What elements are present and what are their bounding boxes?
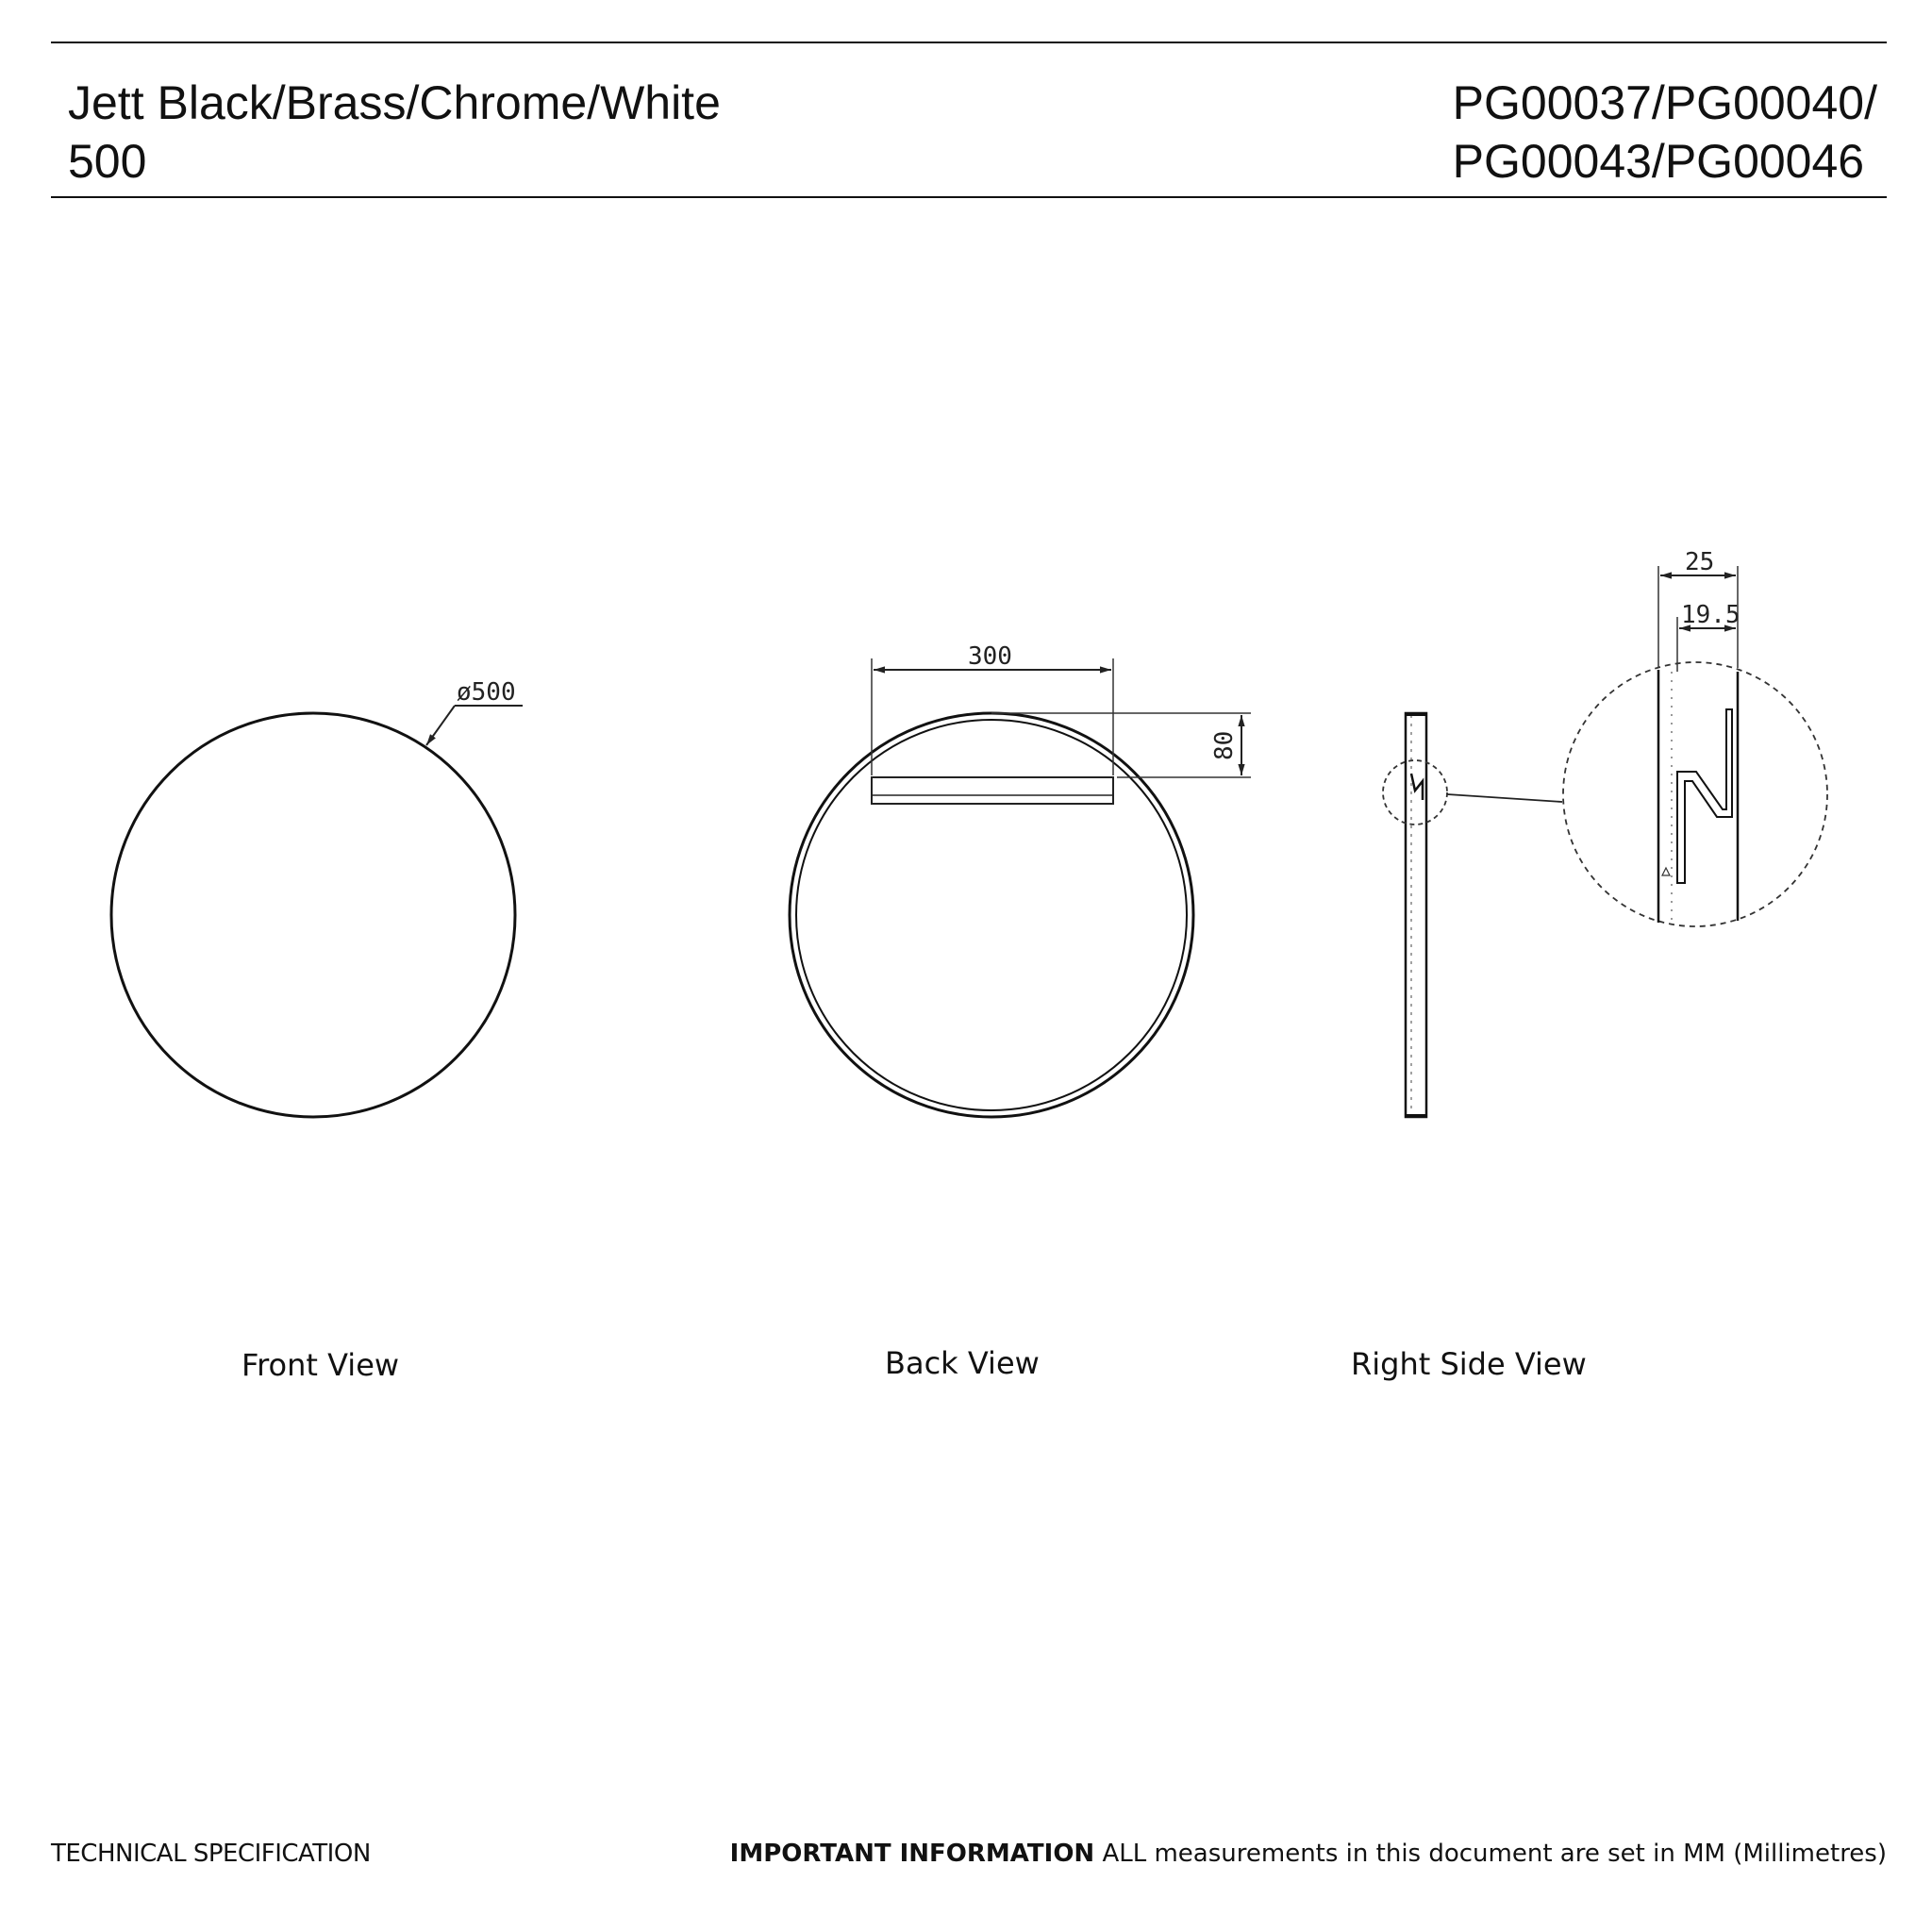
product-codes-line-2: PG00043/PG00046 <box>1452 135 1865 188</box>
important-info-heading: IMPORTANT INFORMATION <box>729 1840 1095 1868</box>
offset-label: 80 <box>1210 730 1239 760</box>
width-label: 300 <box>968 642 1012 671</box>
footer-spec-label: TECHNICAL SPECIFICATION <box>51 1840 371 1868</box>
bracket-depth-label: 19.5 <box>1681 601 1740 629</box>
diameter-label: ø500 <box>457 678 516 707</box>
detail-leader <box>1447 794 1562 802</box>
important-info-text: ALL measurements in this document are set in MM (Millimetres) <box>1094 1840 1887 1868</box>
back-view-label: Back View <box>885 1345 1040 1381</box>
footer-important-info <box>730 1840 1887 1868</box>
mirror-profile <box>1406 713 1426 1117</box>
product-name: Jett Black/Brass/Chrome/White <box>68 76 721 129</box>
side-view-label: Right Side View <box>1351 1346 1587 1382</box>
detail-bracket-hook <box>1677 709 1732 883</box>
diameter-leader <box>426 706 455 745</box>
side-view-drawing <box>1383 548 1827 1117</box>
front-view-drawing <box>111 678 523 1117</box>
product-size: 500 <box>68 135 147 188</box>
depth-label: 25 <box>1685 548 1715 576</box>
product-codes-line-1: PG00037/PG00040/ <box>1452 76 1877 129</box>
detail-circle <box>1563 662 1827 926</box>
mounting-bracket <box>872 777 1113 804</box>
front-view-label: Front View <box>242 1347 400 1383</box>
front-mirror-outline <box>111 713 515 1117</box>
back-mirror-outer <box>790 713 1193 1117</box>
back-view-drawing <box>790 642 1251 1117</box>
